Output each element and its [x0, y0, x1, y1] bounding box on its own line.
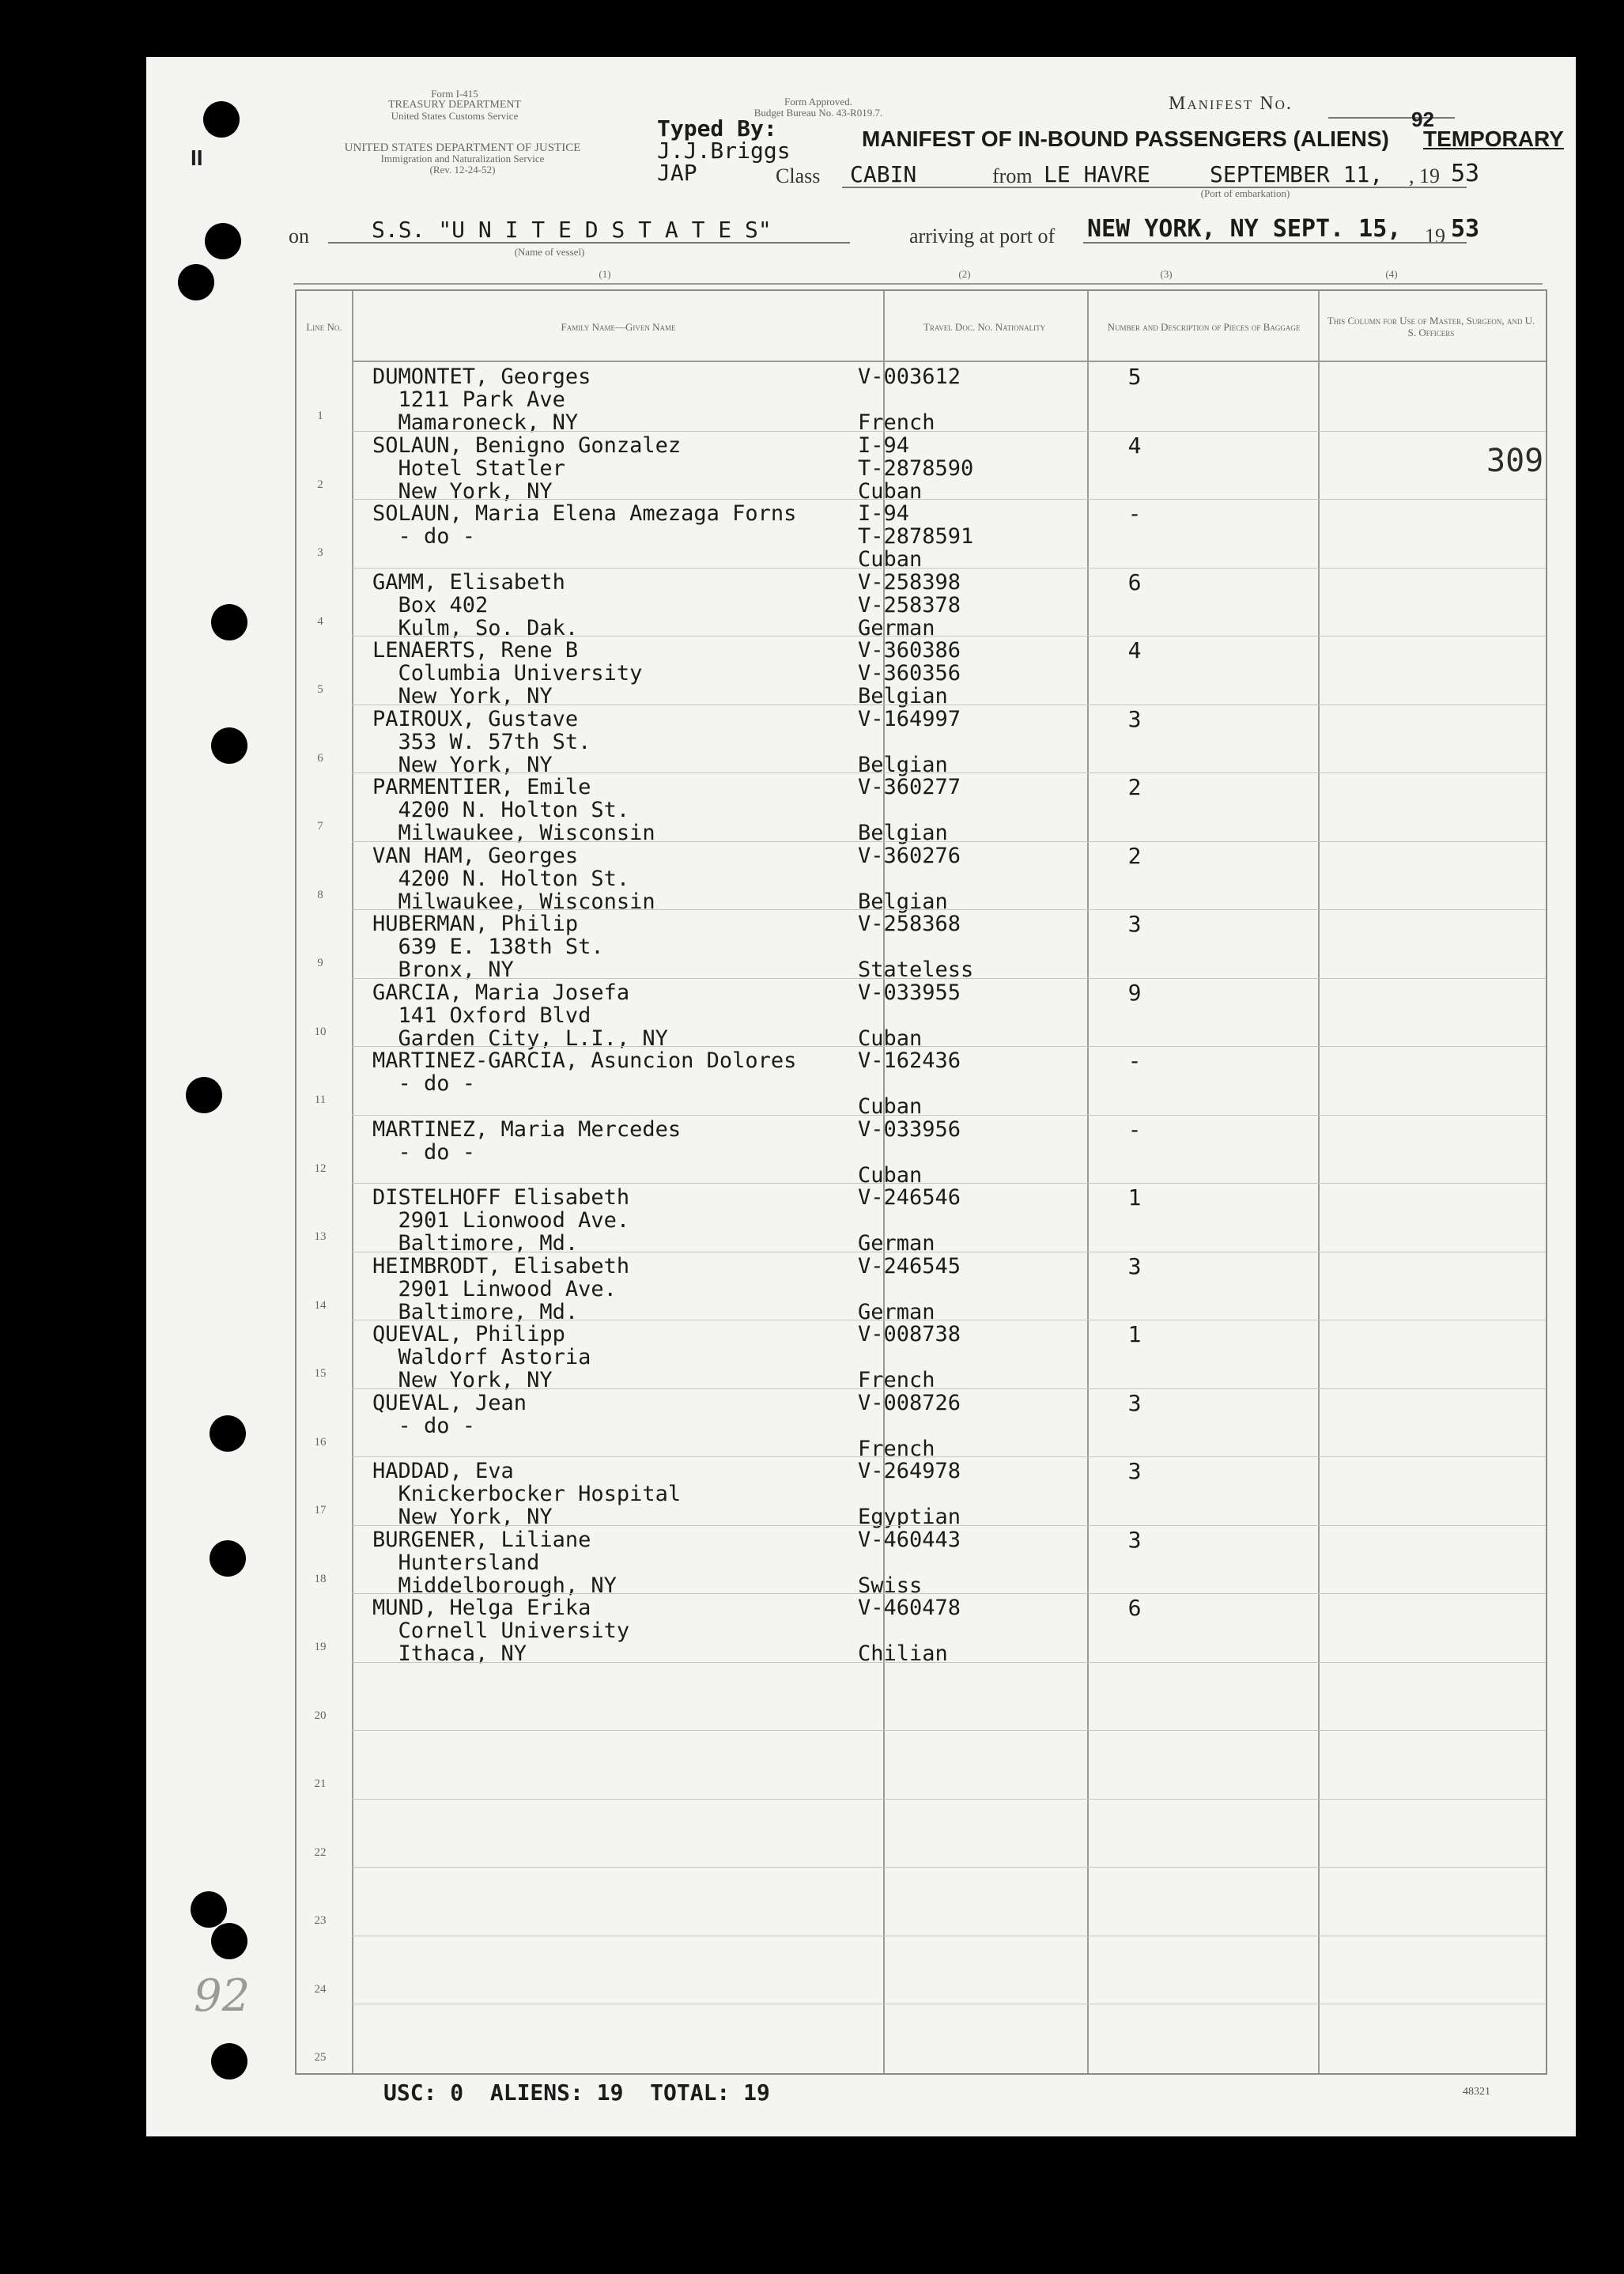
nationality: Belgian: [858, 821, 948, 845]
doc-number: T-2878590: [858, 455, 974, 481]
col-header-officers: This Column for Use of Master, Surgeon, and U. S. Officers: [1327, 315, 1535, 338]
passenger-address-line: Hotel Statler: [372, 455, 565, 481]
line-number: 18: [314, 1572, 327, 1585]
baggage-count: 3: [1127, 911, 1142, 937]
col-number-2: (2): [958, 268, 971, 280]
customs-service: United States Customs Service: [391, 110, 519, 122]
line-number: 23: [314, 1914, 327, 1927]
port-embark-caption: (Port of embarkation): [1200, 187, 1290, 199]
doc-number: V-033956: [858, 1116, 961, 1142]
baggage-count: 5: [1127, 364, 1142, 390]
line-number: 2: [317, 478, 323, 491]
doc-number: V-003612: [858, 365, 961, 389]
passenger-address-line: Huntersland: [372, 1550, 540, 1575]
class-value: CABIN: [850, 161, 917, 187]
row-rule: [352, 978, 1546, 979]
passenger-address-line: 4200 N. Holton St.: [372, 866, 630, 891]
passenger-entry: [372, 708, 591, 776]
manifest-no-label: Manifest No.: [1169, 93, 1293, 114]
col-header-name: Family Name—Given Name: [561, 320, 676, 333]
embark-year-prefix: , 19: [1409, 164, 1440, 187]
travel-doc: [858, 844, 961, 913]
travel-doc: [858, 1186, 961, 1255]
passenger-name: QUEVAL, Jean: [372, 1390, 527, 1415]
punch-hole: [210, 1540, 246, 1577]
baggage-count: 4: [1127, 432, 1142, 459]
passenger-entry: [372, 571, 578, 640]
passenger-address-line: 2901 Linwood Ave.: [372, 1276, 617, 1301]
nationality: French: [858, 1436, 935, 1461]
totals-line: USC: 0 ALIENS: 19 TOTAL: 19: [383, 2079, 770, 2106]
doc-number: I-94: [858, 433, 910, 458]
baggage-count: -: [1127, 501, 1142, 527]
nationality: French: [858, 410, 935, 435]
row-rule: [352, 431, 1546, 432]
passenger-address-line: 2901 Lionwood Ave.: [372, 1208, 630, 1233]
arrival-port-date: NEW YORK, NY SEPT. 15,: [1087, 215, 1402, 243]
punch-hole: [210, 1415, 246, 1452]
passenger-entry: [372, 1392, 527, 1437]
passenger-name: HUBERMAN, Philip: [372, 912, 579, 936]
passenger-address-line: New York, NY: [372, 684, 553, 708]
nationality: Swiss: [858, 1573, 923, 1598]
passenger-name: BURGENER, Liliane: [372, 1527, 591, 1552]
passenger-name: HEIMBRODT, Elisabeth: [372, 1253, 630, 1279]
row-rule: [352, 1867, 1546, 1868]
form-approved: Form Approved.: [784, 96, 852, 108]
doc-number: V-008726: [858, 1390, 961, 1415]
passenger-table: [295, 289, 1547, 2075]
doc-number: V-033955: [858, 980, 961, 1005]
baggage-count: 2: [1127, 842, 1142, 869]
doc-number: V-460478: [858, 1596, 961, 1620]
row-rule: [352, 1593, 1546, 1594]
margin-note: 92: [194, 1970, 251, 2022]
passenger-name: LENAERTS, Rene B: [372, 638, 579, 663]
row-rule: [352, 1525, 1546, 1526]
punch-hole: [191, 1891, 227, 1928]
justice-dept: UNITED STATES DEPARTMENT OF JUSTICE: [344, 142, 581, 154]
baggage-count: 1: [1127, 1184, 1142, 1211]
nationality: Belgian: [858, 889, 948, 914]
doc-number: [858, 799, 961, 822]
passenger-entry: [372, 1323, 591, 1392]
passenger-entry: [372, 844, 655, 913]
travel-doc: [858, 981, 961, 1050]
punch-hole: [211, 604, 247, 640]
passenger-address-line: 1211 Park Ave: [372, 387, 565, 412]
passenger-address-line: Garden City, L.I., NY: [372, 1026, 668, 1051]
line-number: 12: [314, 1162, 327, 1175]
travel-doc: [858, 912, 973, 981]
row-rule: [352, 499, 1546, 500]
passenger-address-line: Mamaroneck, NY: [372, 410, 579, 435]
row-rule: [352, 704, 1546, 705]
nationality: Belgian: [858, 752, 948, 777]
manifest-no-line: [1328, 117, 1455, 119]
col-divider: [1087, 291, 1089, 2073]
line-number: 24: [314, 1982, 327, 1996]
passenger-address-line: 353 W. 57th St.: [372, 729, 591, 754]
passenger-entry: [372, 912, 604, 981]
doc-number: V-360386: [858, 638, 961, 663]
nationality: Cuban: [858, 1026, 923, 1051]
nationality: German: [858, 615, 935, 640]
passenger-entry: [372, 1186, 629, 1255]
passenger-entry: [372, 434, 681, 503]
passenger-name: HADDAD, Eva: [372, 1459, 514, 1483]
passenger-address-line: New York, NY: [372, 478, 553, 504]
doc-number: T-2878591: [858, 524, 974, 549]
travel-doc: [858, 365, 961, 434]
port-of-embarkation: LE HAVRE: [1044, 161, 1150, 187]
passenger-entry: [372, 776, 655, 844]
travel-doc: [858, 1460, 961, 1528]
roman-numeral: II: [191, 145, 203, 170]
punch-hole: [211, 2043, 247, 2079]
travel-doc: [858, 776, 961, 844]
punch-hole: [211, 1923, 247, 1959]
doc-number: [858, 1278, 961, 1301]
arrival-year: 53: [1451, 215, 1480, 243]
line-number: 20: [314, 1709, 327, 1722]
line-number: 1: [317, 410, 323, 422]
typed-by-initials: JAP: [657, 160, 697, 186]
doc-number: [858, 1004, 961, 1027]
nationality: Chilian: [858, 1641, 948, 1666]
passenger-entry: [372, 365, 591, 434]
line-number: 13: [314, 1230, 327, 1243]
form-revision: (Rev. 12-24-52): [429, 164, 496, 176]
line-number: 4: [317, 614, 323, 628]
passenger-address-line: Cornell University: [372, 1619, 630, 1643]
doc-number: [858, 1619, 961, 1642]
line-number: 22: [314, 1845, 327, 1859]
passenger-address-line: Knickerbocker Hospital: [372, 1482, 682, 1506]
line-number: 6: [317, 751, 323, 765]
doc-number: V-258368: [858, 912, 961, 936]
baggage-count: 6: [1127, 568, 1142, 595]
doc-number: V-246545: [858, 1253, 961, 1279]
nationality: French: [858, 1368, 935, 1392]
passenger-name: GAMM, Elisabeth: [372, 569, 565, 595]
passenger-address-line: Bronx, NY: [372, 958, 514, 982]
line-number: 11: [314, 1094, 327, 1106]
passenger-name: SOLAUN, Benigno Gonzalez: [372, 433, 682, 458]
travel-doc: [858, 1049, 961, 1118]
line-number: 21: [314, 1777, 327, 1790]
passenger-address-line: Milwaukee, Wisconsin: [372, 821, 655, 845]
passenger-name: SOLAUN, Maria Elena Amezaga Forns: [372, 501, 797, 526]
doc-number: V-360276: [858, 843, 961, 868]
punch-hole: [211, 727, 247, 764]
passenger-entry: [372, 1528, 617, 1597]
line-number: 19: [314, 1641, 327, 1653]
baggage-count: 3: [1127, 705, 1142, 732]
col-divider: [1318, 291, 1320, 2073]
header-rule: [293, 283, 1543, 285]
passenger-address-line: 639 E. 138th St.: [372, 935, 604, 959]
doc-number: [858, 1209, 961, 1232]
nationality: Cuban: [858, 1094, 923, 1119]
passenger-entry: [372, 1460, 681, 1528]
row-rule: [352, 1388, 1546, 1389]
travel-doc: [858, 708, 961, 776]
doc-number: V-360356: [858, 661, 961, 686]
doc-number: [858, 935, 973, 958]
row-rule: [352, 1115, 1546, 1116]
travel-doc: [858, 1255, 961, 1324]
temporary-label: TEMPORARY: [1423, 127, 1564, 151]
passenger-address-line: Ithaca, NY: [372, 1641, 527, 1666]
vessel-name: S.S. "U N I T E D S T A T E S": [372, 217, 772, 243]
row-rule: [352, 1662, 1546, 1663]
passenger-address-line: Waldorf Astoria: [372, 1345, 591, 1369]
passenger-address-line: Kulm, So. Dak.: [372, 615, 579, 640]
passenger-name: DUMONTET, Georges: [372, 365, 591, 389]
passenger-name: VAN HAM, Georges: [372, 843, 579, 868]
passenger-name: DISTELHOFF Elisabeth: [372, 1185, 630, 1210]
baggage-count: 3: [1127, 1252, 1142, 1279]
manifest-no: 92: [1411, 108, 1434, 131]
doc-number: V-246546: [858, 1185, 961, 1210]
class-label: Class: [776, 164, 821, 187]
row-rule: [352, 1456, 1546, 1457]
doc-number: V-258378: [858, 592, 961, 618]
passenger-address-line: - do -: [372, 1139, 476, 1165]
line-number: 10: [314, 1025, 327, 1038]
passenger-address-line: 141 Oxford Blvd: [372, 1003, 591, 1028]
line-number: 25: [314, 2051, 327, 2064]
doc-number: [858, 1415, 961, 1437]
budget-bureau: Budget Bureau No. 43-R019.7.: [753, 107, 883, 119]
manifest-page: [146, 57, 1576, 2136]
nationality: German: [858, 1299, 935, 1324]
row-rule: [352, 1183, 1546, 1184]
travel-doc: [858, 1118, 961, 1187]
col-header-line-no: Line No.: [306, 320, 342, 333]
row-rule: [352, 772, 1546, 773]
baggage-count: 3: [1127, 1526, 1142, 1553]
col-divider: [352, 291, 353, 2073]
line-number: 16: [314, 1435, 327, 1449]
doc-number: V-460443: [858, 1527, 961, 1552]
passenger-address-line: 4200 N. Holton St.: [372, 798, 630, 822]
nationality: German: [858, 1231, 935, 1256]
doc-number: [858, 867, 961, 890]
doc-number: [858, 388, 961, 411]
baggage-count: -: [1127, 1116, 1142, 1143]
typed-by-label: Typed By:: [657, 115, 777, 142]
passenger-entry: [372, 1596, 629, 1665]
form-number: Form I-415: [431, 88, 478, 100]
baggage-count: 2: [1127, 774, 1142, 800]
line-number: 9: [317, 957, 323, 969]
ins-service: Immigration and Naturalization Service: [380, 153, 545, 164]
row-rule: [352, 1730, 1546, 1731]
officer-stamp-309: 309: [1486, 443, 1544, 479]
passenger-name: PAIROUX, Gustave: [372, 706, 579, 731]
line-number: 15: [314, 1367, 327, 1380]
passenger-name: MARTINEZ-GARCIA, Asuncion Dolores: [372, 1048, 797, 1073]
embark-year: 53: [1451, 160, 1480, 187]
line-number: 3: [317, 546, 323, 559]
doc-number: I-94: [858, 501, 910, 526]
on-label: on: [289, 225, 309, 247]
arrival-year-prefix: 19: [1425, 225, 1445, 247]
travel-doc: [858, 1323, 961, 1392]
nationality: Cuban: [858, 478, 923, 504]
line-number: 7: [317, 820, 323, 833]
passenger-address-line: Baltimore, Md.: [372, 1299, 579, 1324]
passenger-address-line: New York, NY: [372, 1505, 553, 1529]
passenger-entry: [372, 981, 668, 1050]
travel-doc: [858, 1528, 961, 1597]
travel-doc: [858, 571, 961, 640]
col-number-1: (1): [599, 268, 611, 280]
doc-number: [858, 1141, 961, 1164]
row-rule: [352, 841, 1546, 842]
travel-doc: [858, 1596, 961, 1665]
passenger-address-line: Box 402: [372, 592, 489, 618]
passenger-address-line: Milwaukee, Wisconsin: [372, 889, 655, 914]
passenger-entry: [372, 502, 796, 548]
travel-doc: [858, 1392, 961, 1460]
embarkation-date: SEPTEMBER 11,: [1210, 161, 1384, 187]
vessel-caption: (Name of vessel): [514, 246, 585, 258]
doc-number: [858, 1483, 961, 1505]
row-rule: [352, 1046, 1546, 1047]
typed-by-name: J.J.Briggs: [657, 138, 791, 164]
line-number: 5: [317, 683, 323, 696]
baggage-count: 4: [1127, 637, 1142, 663]
doc-number: V-258398: [858, 569, 961, 595]
doc-number: [858, 731, 961, 754]
baggage-count: 6: [1127, 1595, 1142, 1621]
col-number-3: (3): [1160, 268, 1173, 280]
nationality: Stateless: [858, 958, 974, 982]
travel-doc: [858, 502, 973, 571]
from-label: from: [992, 164, 1033, 187]
passenger-name: MUND, Helga Erika: [372, 1596, 591, 1620]
punch-hole: [205, 223, 241, 259]
passenger-entry: [372, 1255, 629, 1324]
doc-number: [858, 1346, 961, 1369]
doc-number: [858, 1551, 961, 1574]
col-header-baggage: Number and Description of Pieces of Baggage: [1107, 320, 1301, 333]
passenger-name: QUEVAL, Philipp: [372, 1322, 565, 1347]
col-header-travel-doc: Travel Doc. No. Nationality: [923, 320, 1046, 333]
passenger-address-line: Baltimore, Md.: [372, 1231, 579, 1256]
passenger-entry: [372, 1049, 796, 1095]
arriving-label: arriving at port of: [909, 225, 1056, 247]
baggage-count: 3: [1127, 1389, 1142, 1416]
nationality: Cuban: [858, 547, 923, 572]
line-number: 17: [314, 1504, 327, 1517]
form-code: 48321: [1463, 2086, 1490, 2098]
doc-number: V-264978: [858, 1459, 961, 1483]
passenger-name: GARCIA, Maria Josefa: [372, 980, 630, 1005]
nationality: Belgian: [858, 684, 948, 708]
col-number-4: (4): [1385, 268, 1398, 280]
passenger-name: MARTINEZ, Maria Mercedes: [372, 1116, 682, 1142]
nationality: Egyptian: [858, 1505, 961, 1529]
passenger-address-line: - do -: [372, 1413, 476, 1438]
doc-number: V-360277: [858, 775, 961, 799]
doc-number: V-164997: [858, 706, 961, 731]
doc-number: V-162436: [858, 1048, 961, 1073]
nationality: Cuban: [858, 1162, 923, 1188]
punch-hole: [186, 1077, 222, 1113]
baggage-count: 9: [1127, 979, 1142, 1006]
baggage-count: 1: [1127, 1321, 1142, 1347]
passenger-entry: [372, 1118, 681, 1164]
passenger-entry: [372, 639, 642, 708]
passenger-address-line: New York, NY: [372, 752, 553, 777]
baggage-count: -: [1127, 1048, 1142, 1074]
travel-doc: [858, 639, 961, 708]
passenger-address-line: Columbia University: [372, 661, 643, 686]
passenger-name: PARMENTIER, Emile: [372, 775, 591, 799]
doc-number: [858, 1072, 961, 1095]
line-number: 14: [314, 1298, 327, 1312]
row-rule: [352, 1799, 1546, 1800]
arrival-line: [1083, 242, 1467, 244]
line-number: 8: [317, 888, 323, 901]
punch-hole: [178, 264, 214, 300]
passenger-address-line: New York, NY: [372, 1368, 553, 1392]
vessel-line: [328, 242, 850, 244]
treasury-dept: TREASURY DEPARTMENT: [387, 99, 522, 111]
passenger-address-line: Middelborough, NY: [372, 1573, 617, 1598]
manifest-title: MANIFEST OF IN-BOUND PASSENGERS (ALIENS): [862, 127, 1389, 151]
passenger-address-line: - do -: [372, 524, 476, 549]
doc-number: V-008738: [858, 1322, 961, 1347]
baggage-count: 3: [1127, 1458, 1142, 1484]
passenger-address-line: - do -: [372, 1071, 476, 1096]
punch-hole: [203, 101, 240, 138]
travel-doc: [858, 434, 973, 503]
row-rule: [352, 909, 1546, 910]
